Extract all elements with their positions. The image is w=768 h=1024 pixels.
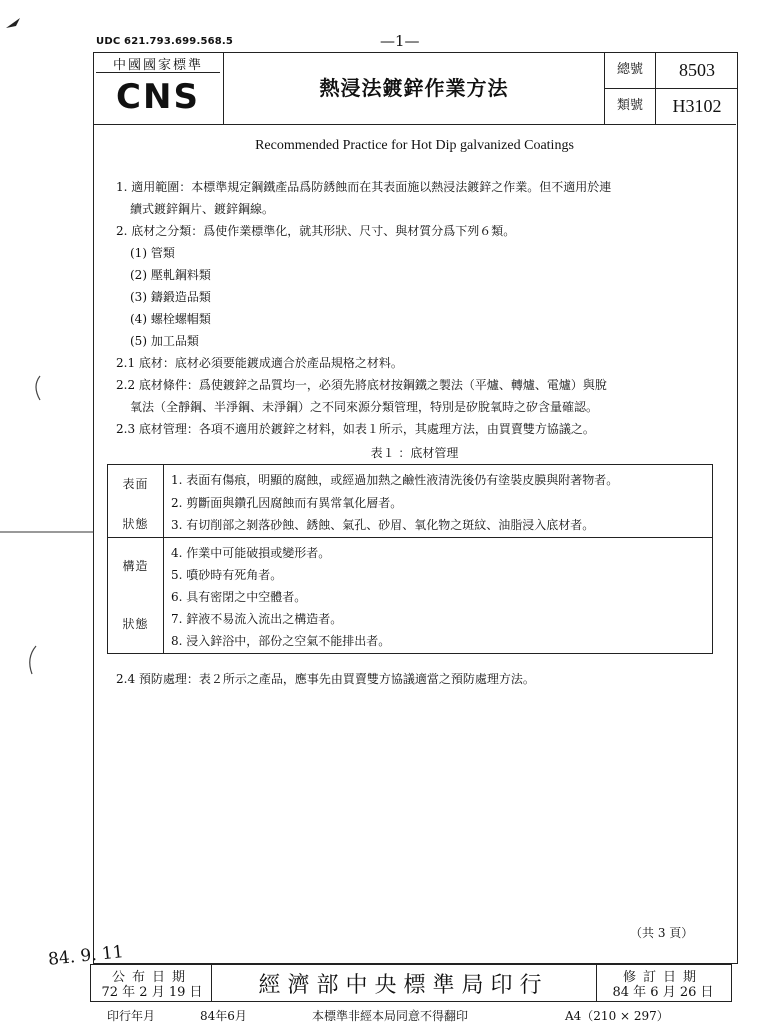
print-date: 84年6月 <box>200 1009 247 1023</box>
org-name: 中國國家標準 <box>96 54 220 73</box>
total-number-value: 8503 <box>679 60 715 80</box>
print-label: 印行年月 <box>107 1009 156 1023</box>
table-row: 4. 作業中可能破損或變形者。 <box>171 546 331 560</box>
table-row: 2. 剪斷面與鑽孔因腐蝕而有異常氧化層者。 <box>171 496 403 510</box>
paper-size: A4（210 × 297） <box>565 1009 669 1023</box>
document-title: 熱浸法鍍鋅作業方法 <box>319 76 509 100</box>
table-row: 1. 表面有傷痕，明顯的腐蝕，或經過加熱之鹼性液清洗後仍有塗裝皮膜與附著物者。 <box>171 473 619 487</box>
section-1-line-1: 1. 適用範圍：本標準規定鋼鐵產品爲防銹蝕而在其表面施以熱浸法鍍鋅之作業。但不適用於連 <box>116 180 612 194</box>
handwritten-date: 84. 9. 11 <box>47 942 125 970</box>
cns-logo: CNS <box>116 77 200 117</box>
english-title: Recommended Practice for Hot Dip galvanized Coatings <box>255 138 574 153</box>
row-header-surface: 表面 <box>122 477 149 491</box>
table-row: 3. 有切削部之剝落砂蝕、銹蝕、氣孔、砂眉、氧化物之斑紋、油脂浸入底材者。 <box>171 518 595 532</box>
total-number-row <box>605 52 737 89</box>
class-number-value: H3102 <box>672 96 722 116</box>
section-2: 2. 底材之分類：爲使作業標準化，就其形狀、尺寸、與材質分爲下列６類。 <box>116 224 516 238</box>
section-2-4: 2.4 預防處理：表２所示之產品，應事先由買賣雙方協議適當之預防處理方法。 <box>116 672 535 686</box>
row-header-condition: 狀態 <box>122 617 149 631</box>
scan-mark <box>24 644 40 676</box>
section-2-2-line-1: 2.2 底材條件：爲使鍍鋅之品質均一，必須先將底材按鋼鐵之製法（平爐、轉爐、電爐）與脫 <box>116 378 607 392</box>
table-1 <box>107 464 713 654</box>
section-2-3: 2.3 底材管理：各項不適用於鍍鋅之材料，如表１所示，其處理方法，由買賣雙方協議之。 <box>116 422 595 436</box>
scan-mark <box>4 14 24 32</box>
published-date: 72 年 2 月 19 日 <box>101 985 203 1000</box>
table-row: 7. 鋅液不易流入流出之構造者。 <box>171 612 343 626</box>
table-row: 8. 浸入鋅浴中，部份之空氣不能排出者。 <box>171 634 391 648</box>
list-item: (5) 加工品類 <box>130 334 199 348</box>
udc-code: UDC 621.793.699.568.5 <box>96 36 234 47</box>
revised-date: 84 年 6 月 26 日 <box>612 985 714 1000</box>
section-2-1: 2.1 底材：底材必須要能鍍成適合於產品規格之材料。 <box>116 356 403 370</box>
published-label: 公布日期 <box>111 970 192 985</box>
number-box <box>604 52 737 124</box>
row-header-condition: 狀態 <box>122 517 149 531</box>
class-number-row <box>605 88 737 124</box>
scan-mark <box>0 526 94 538</box>
section-1-line-2: 續式鍍鋅鋼片、鍍鋅鋼線。 <box>130 202 275 216</box>
table-1-title: 表１ ：底材管理 <box>370 446 459 460</box>
list-item: (4) 螺栓螺帽類 <box>130 312 211 326</box>
total-pages: （共 3 頁） <box>630 926 694 940</box>
reprint-notice: 本標準非經本局同意不得翻印 <box>312 1009 469 1023</box>
revised-label: 修訂日期 <box>622 970 703 985</box>
class-number-label: 類號 <box>605 88 656 124</box>
table-row: 6. 具有密閉之中空體者。 <box>171 590 307 604</box>
header-divider <box>93 124 736 125</box>
row-header-structure: 構造 <box>122 559 149 573</box>
table-column-divider <box>163 465 164 653</box>
section-2-2-line-2: 氧法（全靜鋼、半淨鋼、未淨鋼）之不同來源分類管理，特別是矽脫氧時之矽含量確認。 <box>130 400 599 414</box>
total-number-label: 總號 <box>605 52 656 88</box>
list-item: (2) 壓軋鋼料類 <box>130 268 211 282</box>
list-item: (3) 鑄鍛造品類 <box>130 290 211 304</box>
page-number: —1— <box>380 32 420 50</box>
scan-mark <box>30 374 44 402</box>
printed-by: 經濟部中央標準局印行 <box>258 973 549 998</box>
table-row: 5. 噴砂時有死角者。 <box>171 568 283 582</box>
table-group-divider <box>108 537 712 538</box>
list-item: (1) 管類 <box>130 246 175 260</box>
